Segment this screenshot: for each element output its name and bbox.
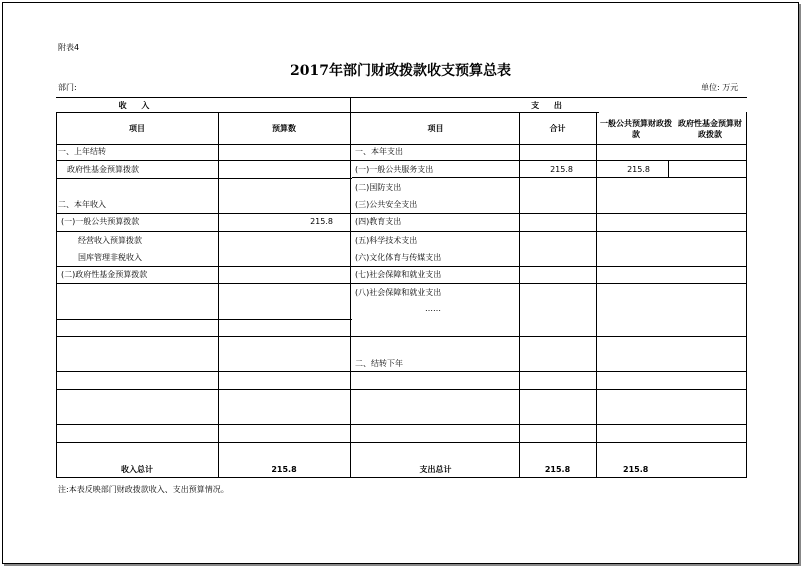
grid-line <box>56 336 747 337</box>
expense-row-label: (八)社会保障和就业支出 <box>355 288 442 297</box>
grid-line <box>56 144 747 145</box>
grid-line <box>56 213 747 214</box>
public-service-total-value: 215.8 <box>550 165 573 174</box>
income-row-label: 国库管理非税收入 <box>78 253 142 262</box>
expense-row-label: 一、本年支出 <box>355 147 403 156</box>
grid-line <box>218 112 219 477</box>
department-label: 部门: <box>58 83 77 92</box>
grid-line <box>56 231 747 232</box>
expense-row-label: (一)一般公共服务支出 <box>355 165 434 174</box>
income-row-label: 一、上年结转 <box>58 147 106 156</box>
grid-line <box>56 424 747 425</box>
grid-line <box>350 97 351 477</box>
expense-row-label: (六)文化体育与传媒支出 <box>355 253 442 262</box>
grid-line <box>596 112 597 477</box>
expense-row-label: 二、结转下年 <box>355 359 403 368</box>
report-page <box>2 2 799 564</box>
grid-line <box>56 389 747 390</box>
income-row-label: 经营收入预算拨款 <box>78 236 142 245</box>
column-header-income-item: 项目 <box>129 124 145 133</box>
expense-row-label: (二)国防支出 <box>355 183 402 192</box>
grid-line <box>746 112 747 477</box>
income-total-label: 收入总计 <box>121 465 153 474</box>
public-service-general-value: 215.8 <box>627 165 650 174</box>
expense-total-label: 支出总计 <box>419 465 452 474</box>
expense-row-label: (七)社会保障和就业支出 <box>355 270 442 279</box>
expense-row-label: (五)科学技术支出 <box>355 236 418 245</box>
income-row-label: 二、本年收入 <box>58 200 106 209</box>
column-header-expense-item: 项目 <box>427 124 444 133</box>
grid-line <box>56 112 599 113</box>
income-row-label: (一)一般公共预算拨款 <box>61 217 140 226</box>
expense-total-value: 215.8 <box>544 465 571 474</box>
income-general-budget-value: 215.8 <box>310 217 333 226</box>
grid-line <box>352 177 747 178</box>
report-title: 2017年部门财政拨款收支预算总表 <box>290 63 511 79</box>
table-border-top <box>56 97 747 98</box>
expense-row-label: (三)公共安全支出 <box>355 200 418 209</box>
expense-section-header: 支 出 <box>531 101 568 110</box>
table-border-bottom <box>56 477 747 478</box>
grid-line <box>56 283 747 284</box>
grid-line <box>56 112 57 477</box>
column-header-total: 合计 <box>549 124 566 133</box>
column-header-general-budget: 一般公共预算财政拨款 <box>600 119 672 139</box>
income-row-label: 政府性基金预算拨款 <box>67 165 139 174</box>
expense-total-general-value: 215.8 <box>623 465 649 474</box>
income-row-label: (二)政府性基金预算拨款 <box>61 270 148 279</box>
attachment-label: 附表4 <box>58 43 80 52</box>
grid-line <box>519 112 520 477</box>
grid-line <box>56 266 747 267</box>
grid-line <box>56 319 352 320</box>
expense-row-label: (四)教育支出 <box>355 217 402 226</box>
grid-line <box>56 371 747 372</box>
footnote: 注:本表反映部门财政拨款收入、支出预算情况。 <box>58 485 229 494</box>
expense-ellipsis: …… <box>425 304 441 313</box>
income-section-header: 收 入 <box>118 101 156 110</box>
grid-line <box>56 178 352 179</box>
grid-line <box>56 442 747 443</box>
column-header-budget: 预算数 <box>272 124 296 133</box>
unit-label: 单位: 万元 <box>701 83 739 92</box>
income-total-value: 215.8 <box>271 465 297 474</box>
grid-line <box>56 160 747 161</box>
column-header-fund-budget: 政府性基金预算财政拨款 <box>678 119 742 139</box>
grid-line <box>668 160 669 177</box>
